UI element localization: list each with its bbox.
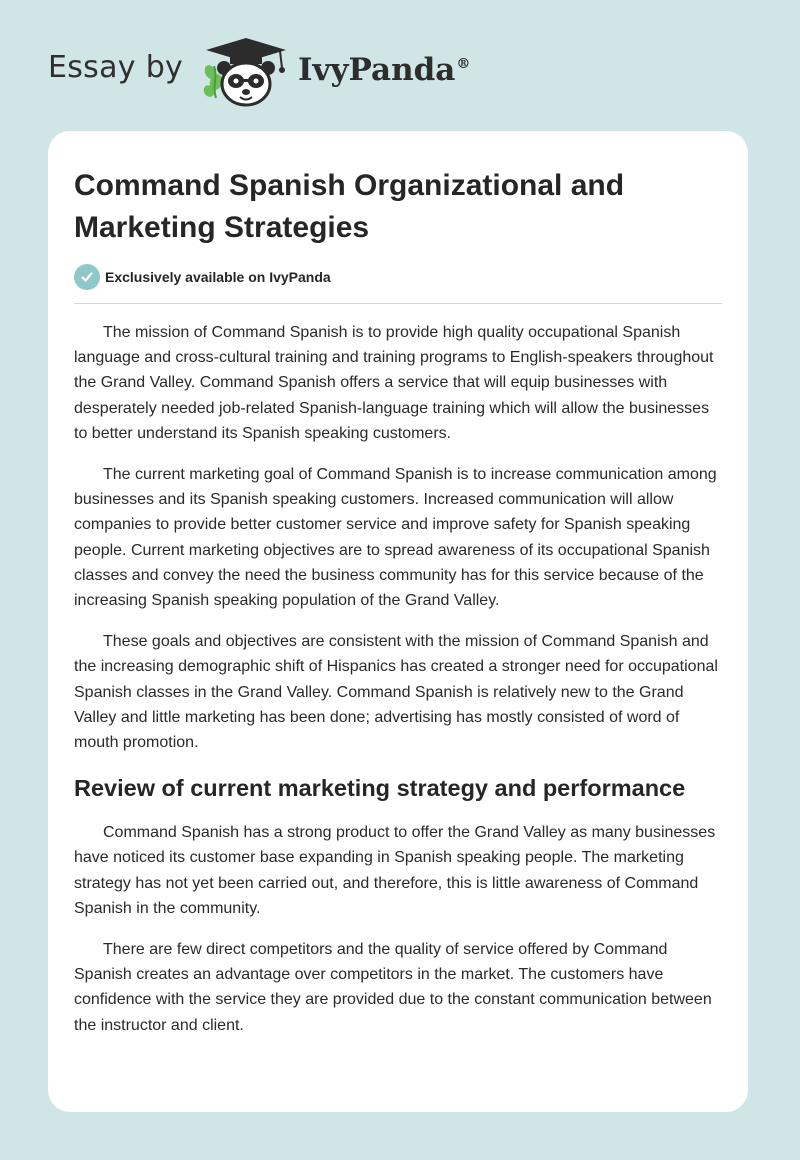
brand-name: IvyPanda: [298, 52, 456, 88]
exclusive-badge: [74, 264, 331, 290]
divider: [74, 303, 722, 304]
exclusive-label: Exclusively available on IvyPanda: [105, 269, 331, 285]
article-title: Command Spanish Organizational and Marketing Strategies: [74, 169, 625, 244]
registered-mark: ®: [456, 56, 471, 72]
essay-by-label: Essay by: [48, 50, 184, 85]
article-body: [74, 320, 726, 1054]
site-header: [0, 0, 800, 120]
checkmark-icon: [74, 264, 100, 290]
panda-graduation-cap-icon[interactable]: [200, 36, 292, 108]
paragraph: These goals and objectives are consistent with the mission of Command Spanish and the increasing demographic shift of Hispanics has created a stronger need for occupational Spanish classes in the Grand Valley. Command Spanish is relatively new to the Grand Valley and little marketing has been done; advertising has mostly consisted of word of mouth promotion.: [74, 633, 718, 752]
paragraph: The current marketing goal of Command Spanish is to increase communication among businesses and its Spanish speaking customers. Increased communication will allow companies to provide better customer service and improve safety for Spanish speaking people. Current marketing objectives are to spread awareness of its occupational Spanish classes and convey the need the business community has for this service because of the increasing Spanish speaking population of the Grand Valley.: [74, 466, 717, 610]
article-card: [48, 131, 748, 1112]
section-heading: Review of current marketing strategy and performance: [74, 775, 686, 802]
paragraph: Command Spanish has a strong product to offer the Grand Valley as many businesses have noticed its customer base expanding in Spanish speaking people. The marketing strategy has not yet been carried out, and therefore, this is little awareness of Command Spanish in the community.: [74, 824, 716, 917]
paragraph: There are few direct competitors and the quality of service offered by Command Spanish creates an advantage over competitors in the market. The customers have confidence with the service they are provided due to the constant communication between the instructor and client.: [74, 941, 712, 1034]
brand-logo[interactable]: [298, 52, 470, 88]
paragraph: The mission of Command Spanish is to provide high quality occupational Spanish language and cross-cultural training and training programs to English-speakers throughout the Grand Valley. Command Spanish offers a service that will equip businesses with desperately needed job-related Spanish-language training which will allow the businesses to better understand its Spanish speaking customers.: [74, 324, 714, 442]
